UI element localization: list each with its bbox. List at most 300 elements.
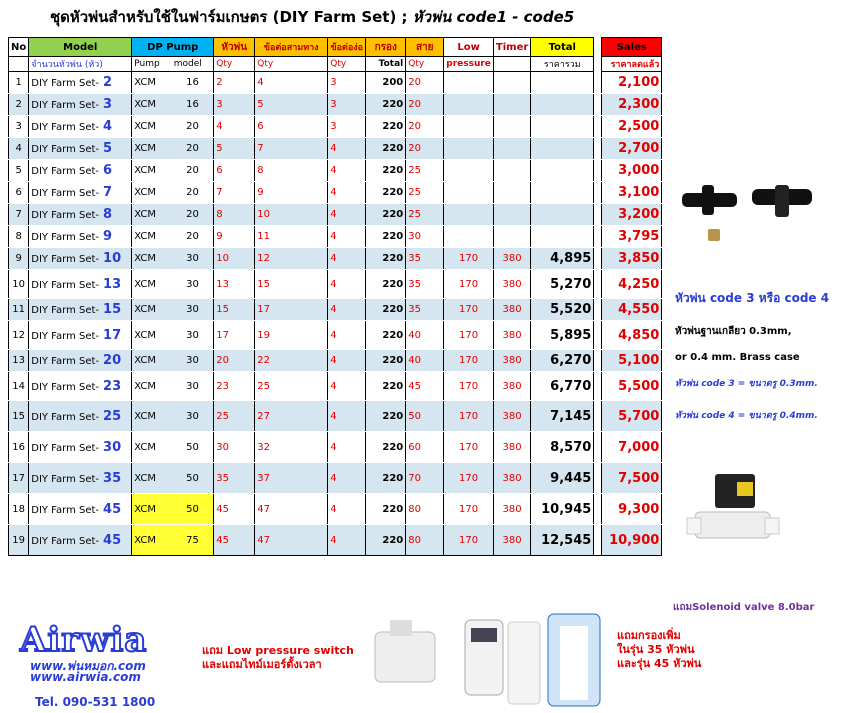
cell-pump: XCM (132, 432, 172, 463)
note-line1: หัวพ่นฐานเกลียว 0.3mm, (675, 326, 792, 337)
cell-total: 6,770 (531, 372, 594, 401)
cell-pm: 20 (172, 182, 214, 204)
header-total: Total (531, 38, 594, 57)
cell-sales: 2,700 (602, 138, 662, 160)
cell-flt: 220 (366, 116, 406, 138)
cell-fit: 3 (328, 72, 366, 94)
cell-flt: 220 (366, 160, 406, 182)
cell-low: 170 (444, 350, 494, 372)
cell-total (531, 160, 594, 182)
filter-note3: และรุ่น 45 หัวพ่น (617, 657, 702, 670)
cell-total: 5,520 (531, 299, 594, 321)
table-row (9, 350, 662, 372)
nozzle-count: 4 (103, 119, 113, 134)
cell-no: 4 (9, 138, 29, 160)
cell-timer: 380 (493, 270, 530, 299)
code-title: หัวพ่น code 3 หรือ code 4 (675, 291, 830, 305)
cell-label: DIY Farm Set- 10 (29, 248, 132, 270)
cell-no: 6 (9, 182, 29, 204)
cell-pm: 50 (172, 432, 214, 463)
cell-fit: 4 (328, 182, 366, 204)
cell-hose: 25 (406, 182, 444, 204)
header-fitting: ข้อต่อง่อ (328, 38, 366, 57)
cell-tee: 17 (255, 299, 328, 321)
header-low: Low (444, 38, 494, 57)
cell-fit: 4 (328, 525, 366, 556)
cell-pump: XCM (132, 525, 172, 556)
cell-no: 14 (9, 372, 29, 401)
cell-noz: 15 (214, 299, 255, 321)
header-model: Model (29, 38, 132, 57)
cell-no: 11 (9, 299, 29, 321)
cell-hose: 45 (406, 372, 444, 401)
nozzle-count: 8 (103, 207, 113, 222)
cell-low: 170 (444, 463, 494, 494)
cell-no: 8 (9, 226, 29, 248)
cell-label: DIY Farm Set- 8 (29, 204, 132, 226)
nozzle-count: 15 (103, 302, 122, 317)
cell-timer (493, 116, 530, 138)
cell-no: 12 (9, 321, 29, 350)
nozzle-count: 2 (103, 75, 113, 90)
cell-low (444, 226, 494, 248)
cell-noz: 45 (214, 525, 255, 556)
cell-pm: 20 (172, 204, 214, 226)
cell-low (444, 94, 494, 116)
cell-pump: XCM (132, 321, 172, 350)
cell-pm: 75 (172, 525, 214, 556)
cell-no: 7 (9, 204, 29, 226)
cell-sales: 3,200 (602, 204, 662, 226)
cell-flt: 220 (366, 182, 406, 204)
cell-low (444, 160, 494, 182)
cell-total (531, 116, 594, 138)
cell-low (444, 204, 494, 226)
header-no: No (9, 38, 29, 57)
cell-pm: 20 (172, 160, 214, 182)
table-row (9, 401, 662, 432)
cell-tee: 8 (255, 160, 328, 182)
cell-fit: 4 (328, 226, 366, 248)
cell-timer (493, 138, 530, 160)
header-row (9, 38, 662, 57)
cell-no: 9 (9, 248, 29, 270)
cell-low: 170 (444, 248, 494, 270)
cell-pump: XCM (132, 72, 172, 94)
nozzle-count: 20 (103, 353, 122, 368)
cell-sales: 5,500 (602, 372, 662, 401)
cell-low (444, 138, 494, 160)
cell-total: 5,270 (531, 270, 594, 299)
cell-no: 2 (9, 94, 29, 116)
nozzle-count: 30 (103, 439, 122, 455)
cell-tee: 9 (255, 182, 328, 204)
table-row (9, 321, 662, 350)
cell-flt: 220 (366, 401, 406, 432)
cell-total (531, 138, 594, 160)
filter-note1: แถมกรองเพิ่ม (617, 629, 681, 642)
url-airwia[interactable]: www.airwia.com (30, 670, 141, 684)
solenoid-note: แถมSolenoid valve 8.0bar (673, 602, 815, 613)
cell-timer: 380 (493, 299, 530, 321)
cell-sales: 10,900 (602, 525, 662, 556)
cell-noz: 30 (214, 432, 255, 463)
cell-low (444, 182, 494, 204)
header-tee: ข้อต่อสามทาง (255, 38, 328, 57)
cell-pm: 20 (172, 226, 214, 248)
cell-pump: XCM (132, 401, 172, 432)
cell-tee: 6 (255, 116, 328, 138)
cell-label: DIY Farm Set- 25 (29, 401, 132, 432)
cell-flt: 220 (366, 138, 406, 160)
cell-flt: 220 (366, 494, 406, 525)
cell-low: 170 (444, 321, 494, 350)
cell-total (531, 182, 594, 204)
cell-noz: 7 (214, 182, 255, 204)
cell-flt: 220 (366, 350, 406, 372)
cell-no: 1 (9, 72, 29, 94)
cell-hose: 35 (406, 248, 444, 270)
cell-fit: 4 (328, 270, 366, 299)
cell-total: 5,895 (531, 321, 594, 350)
cell-label: DIY Farm Set- 45 (29, 494, 132, 525)
cell-hose: 70 (406, 463, 444, 494)
cell-tee: 12 (255, 248, 328, 270)
cell-label: DIY Farm Set- 15 (29, 299, 132, 321)
cell-hose: 50 (406, 401, 444, 432)
cell-noz: 8 (214, 204, 255, 226)
cell-hose: 40 (406, 321, 444, 350)
cell-pump: XCM (132, 372, 172, 401)
cell-fit: 4 (328, 494, 366, 525)
cell-pump: XCM (132, 138, 172, 160)
cell-noz: 25 (214, 401, 255, 432)
cell-label: DIY Farm Set- 13 (29, 270, 132, 299)
cell-no: 3 (9, 116, 29, 138)
cell-label: DIY Farm Set- 20 (29, 350, 132, 372)
cell-noz: 5 (214, 138, 255, 160)
cell-no: 16 (9, 432, 29, 463)
cell-low (444, 72, 494, 94)
cell-hose: 40 (406, 350, 444, 372)
cell-timer: 380 (493, 525, 530, 556)
cell-pump: XCM (132, 94, 172, 116)
promo-low-pressure: แถม Low pressure switch (202, 644, 354, 657)
nozzle-count: 6 (103, 163, 113, 178)
cell-sales: 2,300 (602, 94, 662, 116)
cell-hose: 80 (406, 525, 444, 556)
cell-pump: XCM (132, 160, 172, 182)
cell-label: DIY Farm Set- 5 (29, 138, 132, 160)
cell-no: 13 (9, 350, 29, 372)
cell-fit: 4 (328, 432, 366, 463)
nozzle-count: 23 (103, 378, 122, 394)
filter-note2: ในรุ่น 35 หัวพ่น (617, 643, 695, 656)
cell-timer: 380 (493, 321, 530, 350)
cell-total (531, 94, 594, 116)
cell-hose: 20 (406, 116, 444, 138)
cell-flt: 220 (366, 372, 406, 401)
cell-sales: 4,250 (602, 270, 662, 299)
page-title: ชุดหัวพ่นสำหรับใช้ในฟาร์มเกษตร (DIY Farm Set) ; หัวพ่น code1 - code5 (50, 8, 575, 26)
cell-low: 170 (444, 525, 494, 556)
cell-sales: 4,550 (602, 299, 662, 321)
cell-hose: 25 (406, 160, 444, 182)
cell-hose: 20 (406, 138, 444, 160)
cell-label: DIY Farm Set- 2 (29, 72, 132, 94)
table-row (9, 248, 662, 270)
cell-label: DIY Farm Set- 17 (29, 321, 132, 350)
cell-noz: 35 (214, 463, 255, 494)
cell-low: 170 (444, 270, 494, 299)
table-row (9, 432, 662, 463)
cell-low: 170 (444, 299, 494, 321)
cell-total: 6,270 (531, 350, 594, 372)
header-nozzle: หัวพ่น (214, 38, 255, 57)
cell-noz: 6 (214, 160, 255, 182)
cell-total (531, 204, 594, 226)
cell-timer (493, 204, 530, 226)
cell-fit: 4 (328, 248, 366, 270)
cell-pm: 50 (172, 494, 214, 525)
cell-fit: 4 (328, 299, 366, 321)
nozzle-count: 10 (103, 251, 122, 266)
cell-tee: 27 (255, 401, 328, 432)
cell-pm: 20 (172, 116, 214, 138)
cell-pm: 30 (172, 372, 214, 401)
cell-timer: 380 (493, 350, 530, 372)
cell-total (531, 226, 594, 248)
cell-sales: 5,100 (602, 350, 662, 372)
nozzle-count: 45 (103, 532, 122, 548)
cell-pump: XCM (132, 226, 172, 248)
cell-pump: XCM (132, 182, 172, 204)
cell-flt: 220 (366, 226, 406, 248)
cell-fit: 4 (328, 138, 366, 160)
cell-tee: 5 (255, 94, 328, 116)
table-row (9, 372, 662, 401)
header-hose: สาย (406, 38, 444, 57)
cell-noz: 10 (214, 248, 255, 270)
cell-noz: 17 (214, 321, 255, 350)
cell-fit: 4 (328, 372, 366, 401)
cell-tee: 15 (255, 270, 328, 299)
cell-sales: 9,300 (602, 494, 662, 525)
cell-fit: 4 (328, 401, 366, 432)
cell-flt: 220 (366, 299, 406, 321)
promo-timer: และแถมไทม์เมอร์ตั้งเวลา (202, 658, 322, 671)
table-row (9, 494, 662, 525)
cell-tee: 4 (255, 72, 328, 94)
cell-flt: 220 (366, 94, 406, 116)
cell-sales: 3,850 (602, 248, 662, 270)
cell-timer: 380 (493, 401, 530, 432)
cell-tee: 25 (255, 372, 328, 401)
cell-sales: 5,700 (602, 401, 662, 432)
cell-pump: XCM (132, 204, 172, 226)
table-row (9, 182, 662, 204)
cell-sales: 2,100 (602, 72, 662, 94)
cell-timer (493, 182, 530, 204)
cell-tee: 47 (255, 525, 328, 556)
cell-fit: 3 (328, 94, 366, 116)
cell-label: DIY Farm Set- 4 (29, 116, 132, 138)
nozzle-count: 17 (103, 327, 122, 343)
cell-sales: 7,000 (602, 432, 662, 463)
cell-tee: 10 (255, 204, 328, 226)
cell-label: DIY Farm Set- 7 (29, 182, 132, 204)
cell-pump: XCM (132, 494, 172, 525)
cell-pump: XCM (132, 270, 172, 299)
cell-low: 170 (444, 372, 494, 401)
cell-fit: 4 (328, 321, 366, 350)
cell-tee: 32 (255, 432, 328, 463)
cell-fit: 4 (328, 463, 366, 494)
cell-noz: 4 (214, 116, 255, 138)
fitting-photo (680, 183, 815, 248)
cell-pm: 20 (172, 138, 214, 160)
cell-fit: 4 (328, 204, 366, 226)
cell-timer: 380 (493, 372, 530, 401)
cell-pm: 30 (172, 401, 214, 432)
table-row (9, 463, 662, 494)
table-row (9, 525, 662, 556)
cell-low: 170 (444, 401, 494, 432)
cell-pm: 50 (172, 463, 214, 494)
nozzle-count: 45 (103, 501, 122, 517)
cell-no: 17 (9, 463, 29, 494)
header-sales: Sales (602, 38, 662, 57)
cell-pm: 30 (172, 299, 214, 321)
nozzle-count: 13 (103, 276, 122, 292)
cell-noz: 9 (214, 226, 255, 248)
subheader-row: จำนวนหัวพ่น (หัว) Pump model Qty Qty Qty Total Qty pressure ราคารวม ราคาลดแล้ว (9, 57, 662, 72)
cell-label: DIY Farm Set- 9 (29, 226, 132, 248)
cell-timer (493, 160, 530, 182)
cell-flt: 220 (366, 463, 406, 494)
cell-fit: 3 (328, 116, 366, 138)
cell-label: DIY Farm Set- 30 (29, 432, 132, 463)
table-row (9, 116, 662, 138)
nozzle-count: 9 (103, 229, 113, 244)
table-row (9, 94, 662, 116)
cell-low (444, 116, 494, 138)
cell-hose: 30 (406, 226, 444, 248)
cell-tee: 7 (255, 138, 328, 160)
header-filter: กรอง (366, 38, 406, 57)
cell-noz: 2 (214, 72, 255, 94)
cell-label: DIY Farm Set- 3 (29, 94, 132, 116)
cell-pm: 30 (172, 321, 214, 350)
note-code4: หัวพ่น code 4 = ขนาดรู 0.4mm. (675, 411, 818, 421)
url-thai[interactable]: www.พ่นหมอก.com (30, 659, 146, 673)
nozzle-count: 3 (103, 97, 113, 112)
cell-pump: XCM (132, 350, 172, 372)
cell-no: 18 (9, 494, 29, 525)
cell-total: 8,570 (531, 432, 594, 463)
table-row (9, 160, 662, 182)
solenoid-valve-photo (685, 468, 780, 563)
cell-pump: XCM (132, 248, 172, 270)
table-row (9, 72, 662, 94)
cell-hose: 60 (406, 432, 444, 463)
cell-timer: 380 (493, 432, 530, 463)
cell-fit: 4 (328, 350, 366, 372)
cell-timer: 380 (493, 248, 530, 270)
cell-sales: 3,100 (602, 182, 662, 204)
cell-timer (493, 94, 530, 116)
cell-noz: 45 (214, 494, 255, 525)
cell-sales: 3,795 (602, 226, 662, 248)
cell-label: DIY Farm Set- 6 (29, 160, 132, 182)
cell-tee: 19 (255, 321, 328, 350)
nozzle-count: 35 (103, 470, 122, 486)
cell-pump: XCM (132, 116, 172, 138)
cell-pump: XCM (132, 463, 172, 494)
cell-low: 170 (444, 432, 494, 463)
cell-timer: 380 (493, 494, 530, 525)
cell-timer (493, 72, 530, 94)
cell-pm: 16 (172, 72, 214, 94)
cell-sales: 3,000 (602, 160, 662, 182)
phone-number: Tel. 090-531 1800 (35, 695, 156, 709)
cell-no: 15 (9, 401, 29, 432)
cell-flt: 220 (366, 432, 406, 463)
cell-flt: 220 (366, 270, 406, 299)
cell-hose: 35 (406, 299, 444, 321)
cell-timer (493, 226, 530, 248)
cell-hose: 20 (406, 94, 444, 116)
cell-no: 10 (9, 270, 29, 299)
cell-flt: 220 (366, 321, 406, 350)
cell-flt: 220 (366, 525, 406, 556)
cell-noz: 3 (214, 94, 255, 116)
cell-total: 10,945 (531, 494, 594, 525)
cell-tee: 22 (255, 350, 328, 372)
price-table (8, 37, 662, 556)
cell-pm: 30 (172, 248, 214, 270)
cell-no: 5 (9, 160, 29, 182)
cell-hose: 35 (406, 270, 444, 299)
nozzle-count: 5 (103, 141, 113, 156)
cell-noz: 13 (214, 270, 255, 299)
cell-flt: 220 (366, 204, 406, 226)
cell-flt: 200 (366, 72, 406, 94)
table-row (9, 270, 662, 299)
cell-tee: 37 (255, 463, 328, 494)
cell-tee: 47 (255, 494, 328, 525)
cell-sales: 2,500 (602, 116, 662, 138)
cell-no: 19 (9, 525, 29, 556)
brand-logo: Airwia (20, 620, 148, 660)
cell-label: DIY Farm Set- 23 (29, 372, 132, 401)
cell-hose: 25 (406, 204, 444, 226)
cell-pm: 30 (172, 350, 214, 372)
cell-fit: 4 (328, 160, 366, 182)
cell-total: 7,145 (531, 401, 594, 432)
nozzle-count: 25 (103, 408, 122, 424)
cell-pm: 30 (172, 270, 214, 299)
cell-low: 170 (444, 494, 494, 525)
accessories-photo (370, 612, 610, 712)
table-row (9, 226, 662, 248)
cell-total: 4,895 (531, 248, 594, 270)
note-code3: หัวพ่น code 3 = ขนาดรู 0.3mm. (675, 379, 818, 389)
header-dp-pump: DP Pump (132, 38, 214, 57)
cell-hose: 20 (406, 72, 444, 94)
note-line2: or 0.4 mm. Brass case (675, 352, 800, 363)
nozzle-count: 7 (103, 185, 113, 200)
